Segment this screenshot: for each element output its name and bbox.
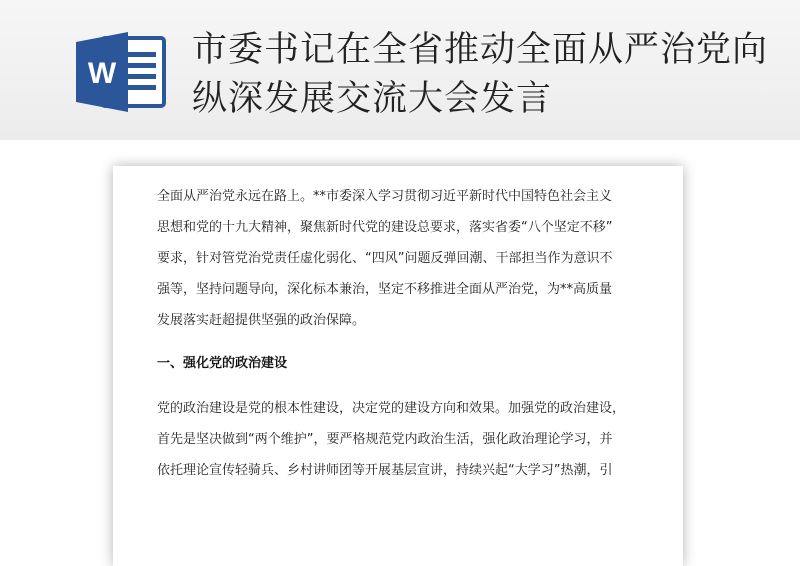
word-logo-letter: W (87, 57, 117, 90)
document-body (157, 181, 642, 486)
word-doc-icon (72, 28, 172, 116)
header-banner (0, 0, 800, 140)
section-heading-1: 一、强化党的政治建设 (157, 356, 288, 371)
paragraph-2: 党的政治建设是党的根本性建设，决定党的建设方向和效果。加强党的政治建设， 首先是坚决做到“两个维护”，要严格规范党内政治生活，强化政治理论学习，并 依托理论宣传轻骑兵、乡村讲师团等开展基层宣讲，持续兴起“大学习”热潮，引 (157, 401, 626, 478)
paragraph-1: 全面从严治党永远在路上。**市委深入学习贯彻习近平新时代中国特色社会主义 思想和党的十九大精神，聚焦新时代党的建设总要求，落实省委“八个坚定不移” 要求，针对管党治党责任虚化弱化、“四风”问题反弹回潮、干部担当作为意识不 强等，坚持问题导向，深化标本兼治，坚定不移推进全面从严治党，为**高质量 发展落实赶超提供坚强的政治保障。 (157, 189, 613, 328)
document-page (113, 166, 683, 566)
document-title: 市委书记在全省推动全面从严治党向纵深发展交流大会发言 (192, 30, 769, 119)
